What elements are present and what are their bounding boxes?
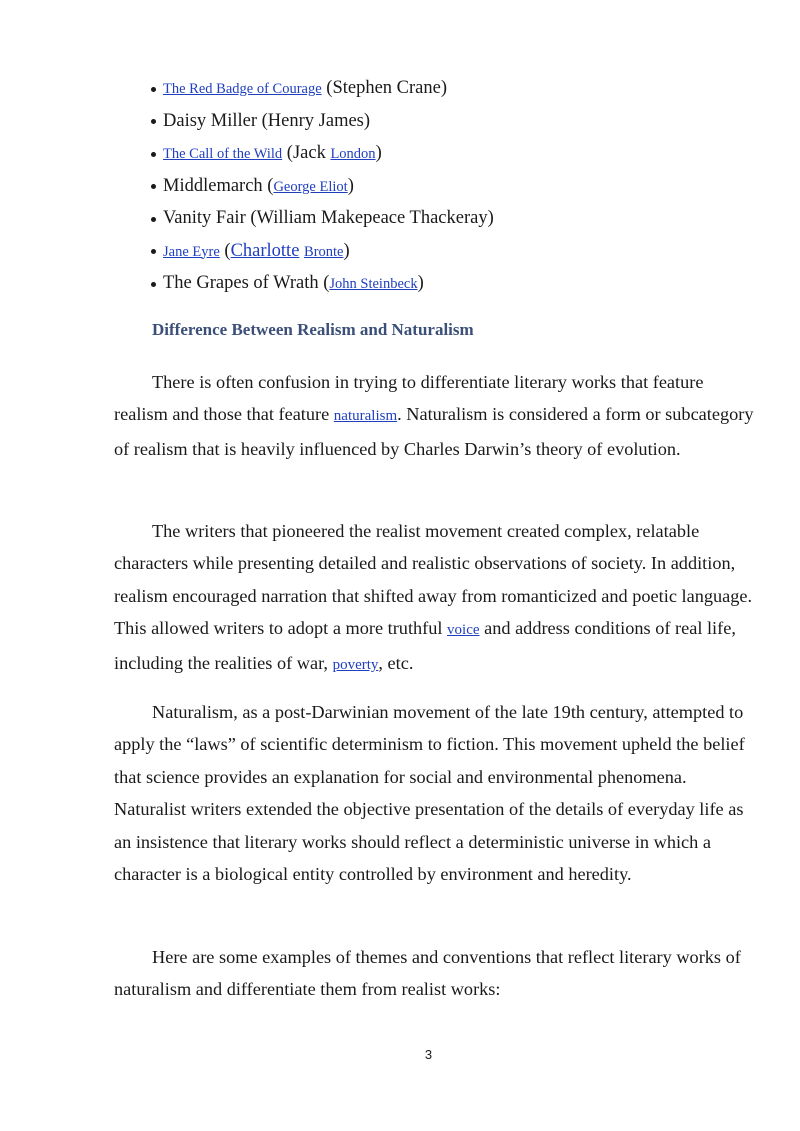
- author-link-bronte[interactable]: Bronte: [304, 243, 344, 260]
- page-number: 3: [424, 1047, 433, 1062]
- list-item: [150, 235, 494, 268]
- book-list: [150, 72, 494, 300]
- book-link-jane-eyre[interactable]: Jane Eyre: [163, 243, 220, 260]
- book-title: Vanity Fair (William Makepeace Thackeray): [163, 208, 494, 228]
- book-author-open: (: [219, 240, 231, 261]
- list-item: [150, 267, 494, 300]
- paragraph-text: and address conditions of real life, including the realities of war,: [114, 618, 736, 673]
- book-title: Middlemarch (: [163, 175, 274, 196]
- paragraph-text: There is often confusion in trying to differentiate literary works that feature realism and those that feature: [114, 372, 704, 425]
- author-link-george-eliot[interactable]: George Eliot: [273, 178, 348, 195]
- book-author-close: ): [375, 143, 382, 163]
- naturalism-link[interactable]: naturalism: [333, 408, 398, 425]
- section-heading: Difference Between Realism and Naturalism: [152, 320, 474, 339]
- paragraph-text: , etc.: [378, 652, 414, 673]
- book-author-close: ): [347, 175, 354, 196]
- voice-link[interactable]: voice: [447, 622, 480, 639]
- paragraph-text: The writers that pioneered the realist movement created complex, relatable characters while presenting detailed and realistic observations of society. In addition, realism encouraged narration that shifted away from romanticized and poetic language. This allowed writers to adopt a more truthful: [114, 521, 753, 639]
- list-item: [150, 105, 494, 138]
- book-author-open: (Jack: [282, 143, 331, 163]
- book-title: The Grapes of Wrath (: [163, 273, 330, 293]
- list-item: [150, 202, 494, 235]
- book-title: Daisy Miller (Henry James): [163, 110, 371, 131]
- list-item: [150, 137, 494, 170]
- paragraph-text: . Naturalism is considered a form or subcategory of realism that is heavily influenced by Charles Darwin’s theory of evolution.: [114, 404, 754, 459]
- book-author: (Stephen Crane): [321, 78, 448, 98]
- paragraph-realist-movement: [114, 515, 754, 681]
- paragraph-examples-intro: Here are some examples of themes and conventions that reflect literary works of naturalism and differentiate them from realist works:: [114, 947, 741, 1000]
- paragraph-realism-naturalism: [114, 366, 754, 465]
- author-link-charlotte[interactable]: Charlotte: [230, 240, 300, 261]
- author-link-london[interactable]: London: [330, 146, 376, 162]
- book-link-call-of-the-wild[interactable]: The Call of the Wild: [163, 146, 283, 162]
- book-author-close: ): [417, 273, 424, 293]
- book-link-red-badge[interactable]: The Red Badge of Courage: [163, 81, 322, 97]
- list-item: [150, 72, 494, 105]
- list-item: [150, 170, 494, 203]
- author-link-john-steinbeck[interactable]: John Steinbeck: [329, 276, 418, 292]
- poverty-link[interactable]: poverty: [332, 656, 379, 673]
- paragraph-naturalism: Naturalism, as a post-Darwinian movement of the late 19th century, attempted to apply the “laws” of scientific determinism to fiction. This movement upheld the belief that science provides an explanation for social and environmental phenomena. Naturalist writers extended the objective presentation of the details of everyday life as an insistence that literary works should reflect a deterministic universe in which a character is a biological entity controlled by environment and heredity.: [114, 702, 745, 885]
- book-author-close: ): [343, 240, 350, 261]
